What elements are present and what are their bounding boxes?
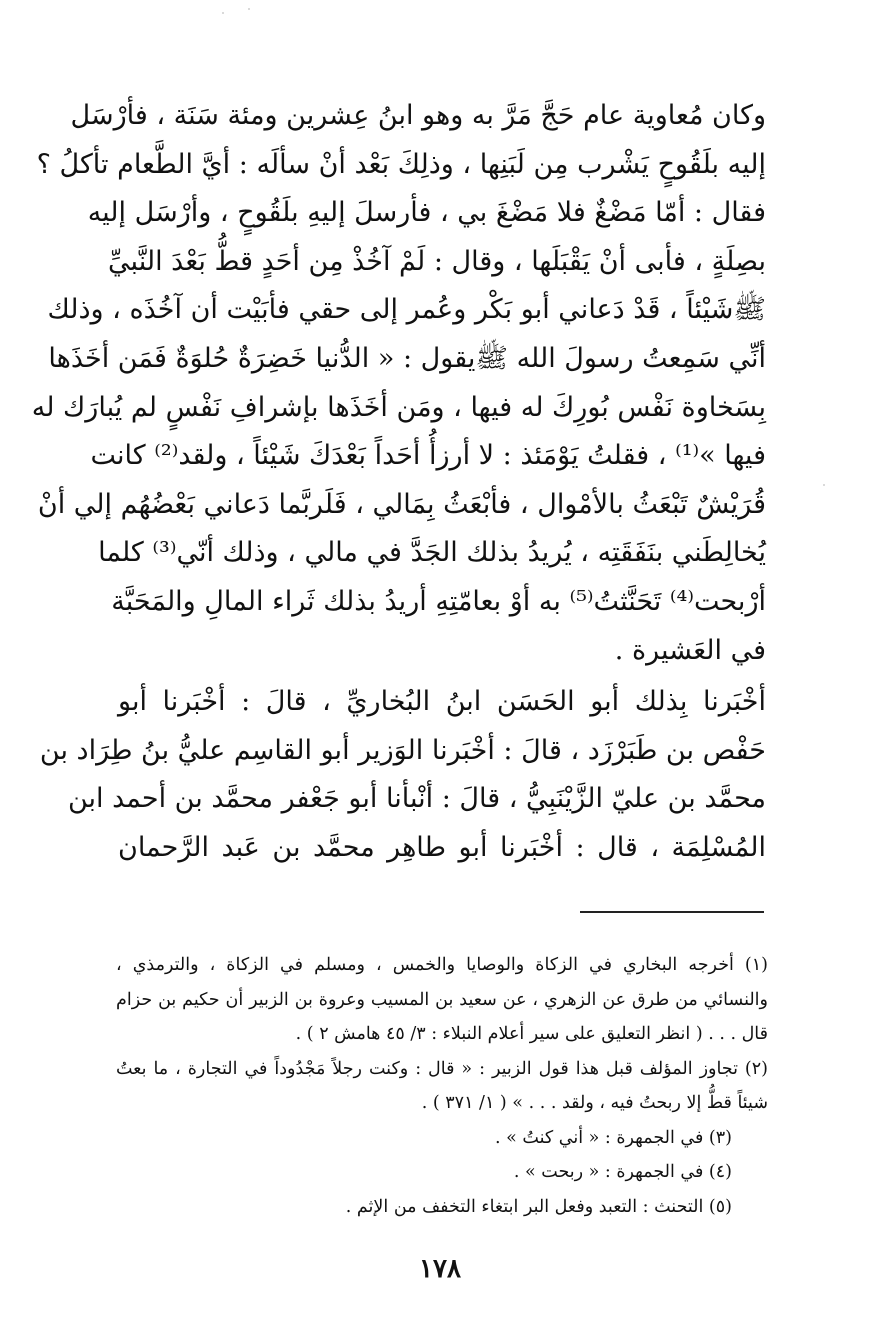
footnote-line: (٣) في الجمهرة : « أني كنتُ » . — [494, 1127, 732, 1148]
text-line: وكان مُعاوية عام حَجَّ مَرَّ به وهو ابنُ عِشرين ومئة سَنَة ، فأرْسَل — [70, 100, 766, 131]
footnote-line: (٥) التحنث : التعبد وفعل البر ابتغاء التخفف من الإثم . — [345, 1196, 732, 1217]
scan-speck — [248, 8, 250, 10]
footnote-line: شيئاً قطُّ إلا ربحتُ فيه ، ولقد . . . » ( ١/ ٣٧١ ) . — [421, 1093, 768, 1113]
text-line: أنِّي سَمِعتُ رسولَ الله ﷺيقول : « الدُّنيا خَضِرَةٌ حُلوَةٌ فَمَن أخَذَها — [48, 342, 766, 374]
text-line: فقال : أمّا مَضْغٌ فلا مَضْغَ بي ، فأرسلَ إليهِ بلَقُوحٍ ، وأرْسَل إليه — [87, 197, 766, 229]
text-line: بِسَخاوة نَفْس بُورِكَ له فيها ، ومَن أخَذَها بإشرافِ نَفْسٍ لم يُبارَك له — [31, 391, 766, 423]
footnote-line: والنسائي من طرق عن الزهري ، عن سعيد بن المسيب وعروة بن الزبير أن حكيم بن حزام — [116, 989, 768, 1010]
text-line: ﷺشَيْئاً ، قَدْ دَعاني أبو بَكْر وعُمر إلى حقي فأبَيْت أن آخُذَه ، وذلك — [47, 294, 766, 326]
main-paragraph-2 — [39, 678, 766, 872]
footnote-line: (٢) تجاوز المؤلف قبل هذا قول الزبير : « قال : وكنت رجلاً مَجْدُوداً في التجارة ، ما بعتُ — [116, 1058, 768, 1079]
text-line: قُرَيْشٌ تَبْعَثُ بالأمْوال ، فأبْعَثُ بِمَالي ، فَلَربَّما دَعاني بَعْضُهُم إلي أنْ — [37, 488, 766, 520]
text-line: يُخالِطَني بنَفَقَتِه ، يُريدُ بذلك الجَدَّ في مالي ، وذلك أنّي⁽³⁾ كلما — [98, 537, 766, 569]
text-line: إليه بلَقُوحٍ يَشْرب مِن لَبَنِها ، وذلِكَ بَعْد أنْ سألَه : أيَّ الطَّعام تأكلُ ؟ — [36, 148, 766, 180]
footnote-divider — [580, 911, 764, 913]
footnote-line: (٤) في الجمهرة : « ربحت » . — [513, 1162, 732, 1182]
scan-speck — [823, 484, 825, 486]
text-line: أخْبَرنا بِذلك أبو الحَسَن ابنُ البُخاريِّ ، قالَ : أخْبَرنا أبو — [118, 686, 766, 717]
text-line: بصِلَةٍ ، فأبى أنْ يَقْبَلَها ، وقال : لَمْ آخُذْ مِن أحَدٍ قطُّ بَعْدَ النَّبيِّ — [108, 245, 766, 277]
text-line: حَفْص بن طَبَرْزَد ، قالَ : أخْبَرنا الوَزير أبو القاسِم عليُّ بنُ طِرَاد بن — [39, 734, 766, 766]
footnotes — [116, 948, 768, 1224]
scan-speck — [222, 12, 224, 14]
main-paragraph-1 — [31, 92, 766, 675]
footnote-line: قال . . . ( انظر التعليق على سير أعلام النبلاء : ٣/ ٤٥ هامش ٢ ) . — [295, 1024, 768, 1044]
text-line: محمَّد بن عليّ الزَّيْنَبِيُّ ، قالَ : أنْبأنا أبو جَعْفر محمَّد بن أحمد ابن — [67, 783, 766, 815]
text-line: أرْبحت⁽⁴⁾ تَحَنَّثتُ⁽⁵⁾ به أوْ بعامّتِهِ أريدُ بذلك ثَراء المالِ والمَحَبَّة — [111, 585, 766, 617]
footnote-line: (١) أخرجه البخاري في الزكاة والوصايا والخمس ، ومسلم في الزكاة ، والترمذي ، — [116, 955, 768, 975]
text-line: في العَشيرة . — [614, 634, 766, 666]
text-line: فيها »⁽¹⁾ ، فقلتُ يَوْمَئذ : لا أرزأُ أحَداً بَعْدَكَ شَيْئاً ، ولقد⁽²⁾ كانت — [90, 440, 766, 472]
page-number: ١٧٨ — [419, 1254, 461, 1284]
text-line: المُسْلِمَة ، قال : أخْبَرنا أبو طاهِر محمَّد بن عَبد الرَّحمان — [118, 831, 766, 863]
